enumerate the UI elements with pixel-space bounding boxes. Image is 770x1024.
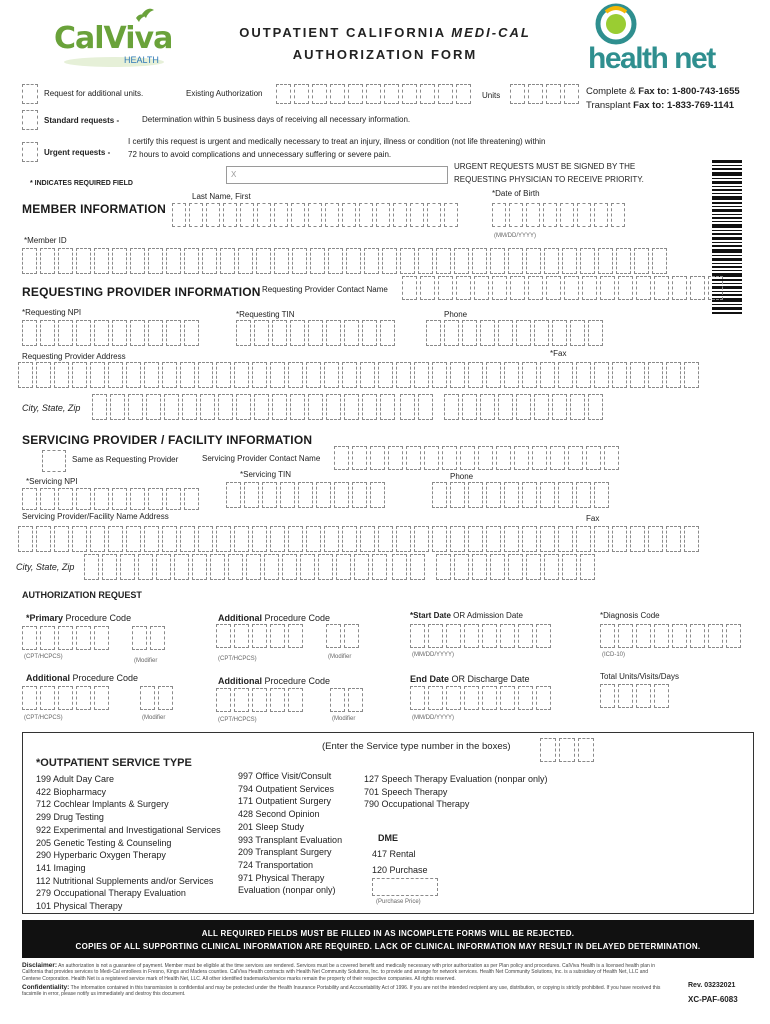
form-title-line2: AUTHORIZATION FORM — [292, 47, 478, 62]
primary-modifier-input[interactable] — [132, 626, 165, 650]
requesting-tin-label: *Requesting TIN — [236, 310, 295, 319]
service-type-col1 — [36, 773, 221, 913]
requesting-zip-input[interactable] — [444, 394, 603, 420]
purchase-price-hint: (Purchase Price) — [376, 899, 421, 905]
form-title-line1: OUTPATIENT CALIFORNIA MEDI-CAL — [239, 25, 531, 40]
additional-procedure-label-2: Additional Procedure Code — [26, 673, 139, 683]
requesting-provider-heading: REQUESTING PROVIDER INFORMATION — [22, 285, 261, 299]
service-type-item: 201 Sleep Study — [238, 821, 305, 832]
servicing-name-address-label: Servicing Provider/Facility Name Address — [22, 512, 169, 521]
dob-input[interactable] — [492, 203, 625, 227]
additional-modifier-input-3[interactable] — [330, 688, 363, 712]
service-type-item: 101 Physical Therapy — [36, 901, 123, 912]
servicing-phone-label: Phone — [450, 472, 474, 481]
purchase-price-input[interactable] — [372, 878, 438, 896]
calviva-subtext: HEALTH — [124, 55, 159, 65]
urgent-note-1: URGENT REQUESTS MUST BE SIGNED BY THE — [454, 162, 636, 171]
confidentiality-text: The information contained in this transmission is confidential and may be protected under the Health Insurance Portability and Accountability Act of 1996. If you are not the intended recipient any use, distribution, or copying is strictly prohibited. If you have received this facsimile in error, please notify us immediately and destroy this document. — [22, 985, 661, 998]
requesting-phone-label: Phone — [444, 310, 468, 319]
servicing-contact-label: Servicing Provider Contact Name — [202, 454, 321, 463]
servicing-tin-input[interactable] — [226, 482, 385, 508]
disclaimer — [22, 963, 662, 982]
additional-modifier-input-1[interactable] — [326, 624, 359, 648]
urgent-note-2: REQUESTING PHYSICIAN TO RECEIVE PRIORITY. — [454, 175, 644, 184]
units-label: Units — [482, 91, 501, 100]
requesting-address-input[interactable] — [18, 362, 699, 388]
service-type-item: 299 Drug Testing — [36, 812, 104, 823]
service-type-heading: *OUTPATIENT SERVICE TYPE — [36, 757, 192, 769]
primary-cpt-hint: (CPT/HCPCS) — [24, 654, 63, 660]
additional-procedure-label-1: Additional Procedure Code — [218, 613, 331, 623]
standard-request-checkbox[interactable] — [22, 110, 38, 130]
urgent-request-text-1: I certify this request is urgent and medically necessary to treat an injury, illness or condition (not life threatening) within — [128, 137, 546, 146]
servicing-tin-label: *Servicing TIN — [240, 470, 291, 479]
diagnosis-label: *Diagnosis Code — [600, 611, 660, 620]
signature-mark: X — [231, 170, 237, 179]
existing-auth-label: Existing Authorization — [186, 89, 263, 98]
servicing-city-input[interactable] — [84, 554, 387, 580]
service-type-item: 290 Hyperbaric Oxygen Therapy — [36, 850, 166, 861]
additional-cpt-input-3[interactable] — [216, 688, 303, 712]
dob-label: *Date of Birth — [492, 189, 540, 198]
member-info-heading: MEMBER INFORMATION — [22, 202, 167, 216]
service-type-col2 — [238, 770, 342, 897]
standard-request-label: Standard requests - — [44, 116, 120, 125]
calviva-logo — [50, 6, 180, 70]
requesting-fax-label: *Fax — [550, 349, 567, 358]
service-type-col3 — [364, 773, 547, 811]
service-type-item: 199 Adult Day Care — [36, 774, 115, 784]
confidentiality-label: Confidentiality: — [22, 984, 70, 991]
service-type-instruction: (Enter the Service type number in the boxes) — [322, 741, 511, 752]
service-type-item: 794 Outpatient Services — [238, 783, 335, 794]
additional-cpt-hint-2: (CPT/HCPCS) — [24, 715, 63, 721]
diagnosis-hint: (ICD-10) — [602, 652, 626, 658]
start-date-label: *Start Date OR Admission Date — [410, 611, 523, 620]
complete-fax: Complete & Fax to: 1-800-743-1655 — [586, 86, 740, 97]
calviva-wordmark: CalViva — [54, 21, 173, 56]
authorization-request-heading: AUTHORIZATION REQUEST — [22, 590, 142, 600]
servicing-state-input[interactable] — [392, 554, 425, 580]
units-input[interactable] — [510, 84, 579, 104]
additional-modifier-hint-1: (Modifier — [328, 654, 352, 660]
start-date-input[interactable] — [410, 624, 551, 648]
dob-format-hint: (MM/DD/YYYY) — [494, 233, 536, 239]
additional-modifier-hint-3: (Modifier — [332, 716, 356, 722]
requesting-phone-input[interactable] — [426, 320, 603, 346]
servicing-zip-input[interactable] — [436, 554, 595, 580]
end-date-label: End Date OR Discharge Date — [410, 674, 530, 684]
requesting-contact-label: Requesting Provider Contact Name — [262, 285, 388, 294]
additional-units-checkbox[interactable] — [22, 84, 38, 104]
primary-cpt-input[interactable] — [22, 626, 109, 650]
urgent-request-label: Urgent requests - — [44, 148, 111, 157]
additional-units-label: Request for additional units. — [44, 89, 144, 98]
requesting-address-label: Requesting Provider Address — [22, 352, 126, 361]
additional-procedure-label-3: Additional Procedure Code — [218, 676, 331, 686]
service-type-item: 971 Physical Therapy — [238, 872, 325, 883]
service-type-item: 209 Transplant Surgery — [238, 847, 332, 858]
same-as-requesting-checkbox[interactable] — [42, 450, 66, 472]
member-id-label: *Member ID — [24, 236, 67, 245]
urgent-request-checkbox[interactable] — [22, 142, 38, 162]
additional-modifier-hint-2: (Modifier — [142, 715, 166, 721]
physician-signature-field[interactable] — [226, 166, 448, 184]
banner-line-1: ALL REQUIRED FIELDS MUST BE FILLED IN AS INCOMPLETE FORMS WILL BE REJECTED. — [201, 929, 575, 938]
form-id: XC-PAF-6083 — [688, 995, 738, 1004]
requesting-city-input[interactable] — [92, 394, 395, 420]
dme-purchase: 120 Purchase — [372, 865, 428, 875]
required-legend: * INDICATES REQUIRED FIELD — [30, 180, 133, 187]
start-date-hint: (MM/DD/YYYY) — [412, 652, 454, 658]
primary-modifier-hint: (Modifier — [134, 658, 158, 664]
end-date-hint: (MM/DD/YYYY) — [412, 715, 454, 721]
banner-line-2: COPIES OF ALL SUPPORTING CLINICAL INFORMATION ARE REQUIRED. LACK OF CLINICAL INFORMATION MAY RESULT IN DELAYED DETERMINATION. — [75, 942, 701, 951]
servicing-fax-label: Fax — [586, 514, 600, 523]
service-type-item: 141 Imaging — [36, 862, 86, 873]
healthnet-logo — [588, 2, 738, 78]
diagnosis-input[interactable] — [600, 624, 741, 648]
requesting-tin-input[interactable] — [236, 320, 395, 346]
servicing-npi-label: *Servicing NPI — [26, 477, 78, 486]
service-type-item: Evaluation (nonpar only) — [238, 885, 336, 896]
requesting-npi-input[interactable] — [22, 320, 199, 346]
service-type-item: 205 Genetic Testing & Counseling — [36, 837, 172, 848]
servicing-name-address-input[interactable] — [18, 526, 699, 552]
additional-cpt-hint-3: (CPT/HCPCS) — [218, 717, 257, 723]
disclaimer-text: An authorization is not a guarantee of payment. Member must be eligible at the time services are rendered. Services must be a covered benefit and medically necessary with prior authorization as per Plan policy and procedures. CalViva Health is a licensed health plan in California that provides services to Medi-Cal enrollees in Fresno, Kings and Madera counties. CalViva Health contracts with Health Net Community Solutions, Inc. to provide and arrange for network services. Health Net Community Solutions, Inc. is a subsidiary of Health Net, LLC and Centene Corporation. Health Net is a registered service mark of Health Net, LLC. All other identified trademarks/service marks remain the property of their respective companies. All rights reserved. — [22, 963, 656, 982]
transplant-fax: Transplant Fax to: 1-833-769-1141 — [586, 100, 735, 111]
confidentiality — [22, 985, 662, 998]
healthnet-emblem-icon — [588, 2, 648, 46]
dme-rental: 417 Rental — [372, 849, 416, 859]
total-units-input[interactable] — [600, 684, 669, 708]
service-type-item: 279 Occupational Therapy Evaluation — [36, 888, 186, 899]
dme-heading: DME — [378, 833, 398, 843]
additional-cpt-input-2[interactable] — [22, 686, 109, 710]
servicing-phone-input[interactable] — [432, 482, 609, 508]
service-type-item: 993 Transplant Evaluation — [238, 834, 343, 845]
service-type-item: 171 Outpatient Surgery — [238, 796, 332, 807]
servicing-provider-heading: SERVICING PROVIDER / FACILITY INFORMATION — [22, 433, 313, 447]
standard-request-text: Determination within 5 business days of receiving all necessary information. — [142, 115, 411, 124]
total-units-label: Total Units/Visits/Days — [600, 672, 679, 681]
service-type-item: 428 Second Opinion — [238, 809, 320, 820]
disclaimer-label: Disclaimer: — [22, 962, 58, 969]
servicing-city-label: City, State, Zip — [16, 562, 75, 572]
healthnet-wordmark: health net — [588, 42, 715, 75]
same-as-requesting-label: Same as Requesting Provider — [72, 455, 179, 464]
servicing-contact-input[interactable] — [334, 446, 619, 470]
service-type-item: 997 Office Visit/Consult — [238, 771, 332, 781]
additional-cpt-hint-1: (CPT/HCPCS) — [218, 656, 257, 662]
service-type-item: 712 Cochlear Implants & Surgery — [36, 799, 169, 810]
servicing-npi-input[interactable] — [22, 488, 199, 510]
service-type-item: 422 Biopharmacy — [36, 786, 107, 797]
service-type-item: 790 Occupational Therapy — [364, 799, 470, 810]
member-id-input[interactable] — [22, 248, 667, 274]
requesting-city-label: City, State, Zip — [22, 403, 81, 413]
service-type-item: 922 Experimental and Investigational Services — [36, 824, 221, 835]
service-type-item: 724 Transportation — [238, 859, 314, 870]
requesting-npi-label: *Requesting NPI — [22, 308, 82, 317]
urgent-request-text-2: 72 hours to avoid complications and unnecessary suffering or severe pain. — [128, 150, 392, 159]
end-date-input[interactable] — [410, 686, 551, 710]
service-type-item: 701 Speech Therapy — [364, 786, 448, 797]
additional-modifier-input-2[interactable] — [140, 686, 173, 710]
service-type-item: 112 Nutritional Supplements and/or Services — [36, 875, 214, 886]
primary-procedure-label: *Primary Procedure Code — [26, 613, 132, 623]
existing-auth-input[interactable] — [276, 84, 471, 104]
last-first-input[interactable] — [172, 203, 458, 227]
requesting-state-input[interactable] — [400, 394, 433, 420]
last-first-label: Last Name, First — [192, 192, 251, 201]
requesting-contact-input[interactable] — [402, 276, 723, 300]
service-type-item: 127 Speech Therapy Evaluation (nonpar only) — [364, 774, 548, 784]
revision-number: Rev. 03232021 — [688, 982, 736, 989]
additional-cpt-input-1[interactable] — [216, 624, 303, 648]
requirements-banner — [22, 920, 754, 958]
service-type-input[interactable] — [540, 738, 594, 762]
